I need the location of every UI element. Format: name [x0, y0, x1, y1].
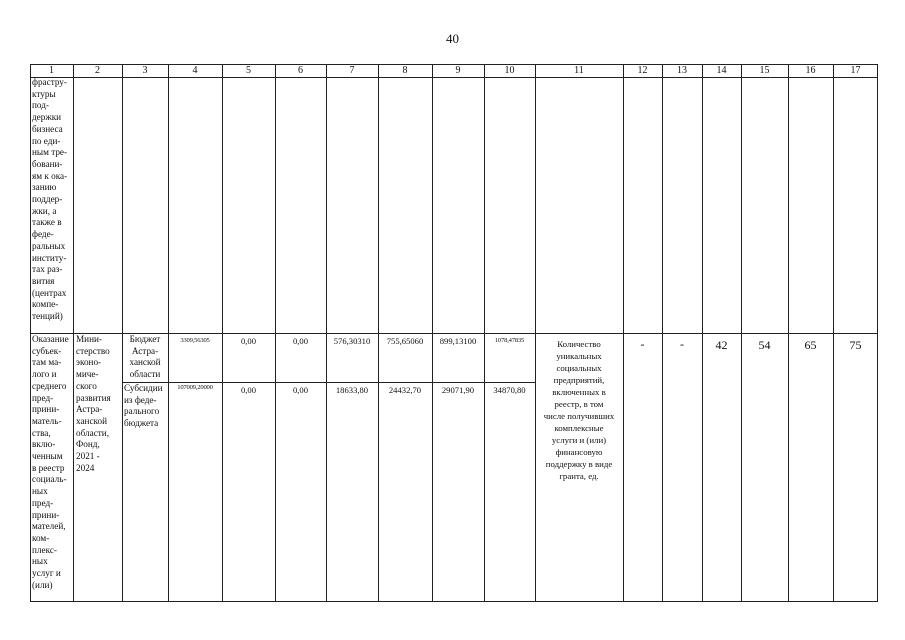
source-federal-subsidies: Субсидии из феде- рального бюджета [124, 383, 163, 429]
column-header: 16 [805, 65, 816, 76]
col12-value: - [640, 337, 645, 351]
column-header: 7 [349, 65, 355, 76]
column-header: 12 [637, 65, 648, 76]
value-cell: 0,00 [240, 336, 257, 346]
column-header: 17 [850, 65, 861, 76]
column-header: 9 [455, 65, 461, 76]
column-header: 8 [402, 65, 408, 76]
column-header: 10 [504, 65, 515, 76]
event-name: Оказание субъек- там ма- лого и среднего пред- прини- матель- ства, вклю- ченным в реестр социаль- ных пред- прини- мателей, ком- плекс- ных услуг и (или) [32, 334, 69, 590]
column-header: 15 [759, 65, 770, 76]
column-header: 6 [298, 65, 303, 76]
column-header: 4 [192, 65, 198, 76]
column-header: 5 [246, 65, 251, 76]
value-cell: 24432,70 [388, 385, 422, 395]
value-cell: 899,13100 [439, 336, 477, 346]
column-header: 13 [677, 65, 687, 76]
table-border [30, 601, 878, 602]
column-header: 11 [574, 65, 584, 76]
executor-text: Мини- стерство эконо- миче- ского развития Астра- ханской области, Фонд, 2021 - 2024 [76, 334, 111, 473]
column-header: 1 [49, 65, 54, 76]
column-header: 14 [716, 65, 727, 76]
value-cell: 3309,56305 [180, 337, 210, 344]
source-regional-budget: Бюджет Астра- ханской области [129, 334, 161, 380]
value-cell: 107009,20000 [177, 384, 213, 391]
value-cell: 755,65060 [386, 336, 424, 346]
column-header: 2 [95, 65, 100, 76]
col16-value: 65 [804, 338, 817, 352]
value-cell: 1078,47835 [494, 337, 525, 344]
col15-value: 54 [758, 338, 771, 352]
value-cell: 576,30310 [333, 336, 371, 346]
column-header: 3 [142, 65, 148, 76]
value-cell: 0,00 [240, 385, 257, 395]
value-cell: 0,00 [292, 336, 309, 346]
col14-value: 42 [715, 338, 728, 352]
value-cell: 34870,80 [493, 385, 526, 395]
col17-value: 75 [849, 338, 862, 352]
row1-col1-text: фрастру- ктуры под- держки бизнеса по еди- ным тре- бовани- ям к ока- занию поддер- жки, а также в феде- ральных институ- тах раз- вития (центрах компе- тенций) [32, 77, 68, 322]
value-cell: 18633,80 [335, 385, 369, 395]
indicator-text: Количество уникальных социальных предприятий, включенных в реестр, в том числе получивших комплексные услуги и (или) финансовую поддержку в виде гранта, ед. [543, 339, 615, 481]
page-number: 40 [446, 31, 459, 46]
value-cell: 29071,90 [441, 385, 475, 395]
value-cell: 0,00 [292, 385, 309, 395]
col13-value: - [680, 337, 684, 351]
budget-table [30, 64, 878, 602]
header-divider [30, 77, 878, 78]
